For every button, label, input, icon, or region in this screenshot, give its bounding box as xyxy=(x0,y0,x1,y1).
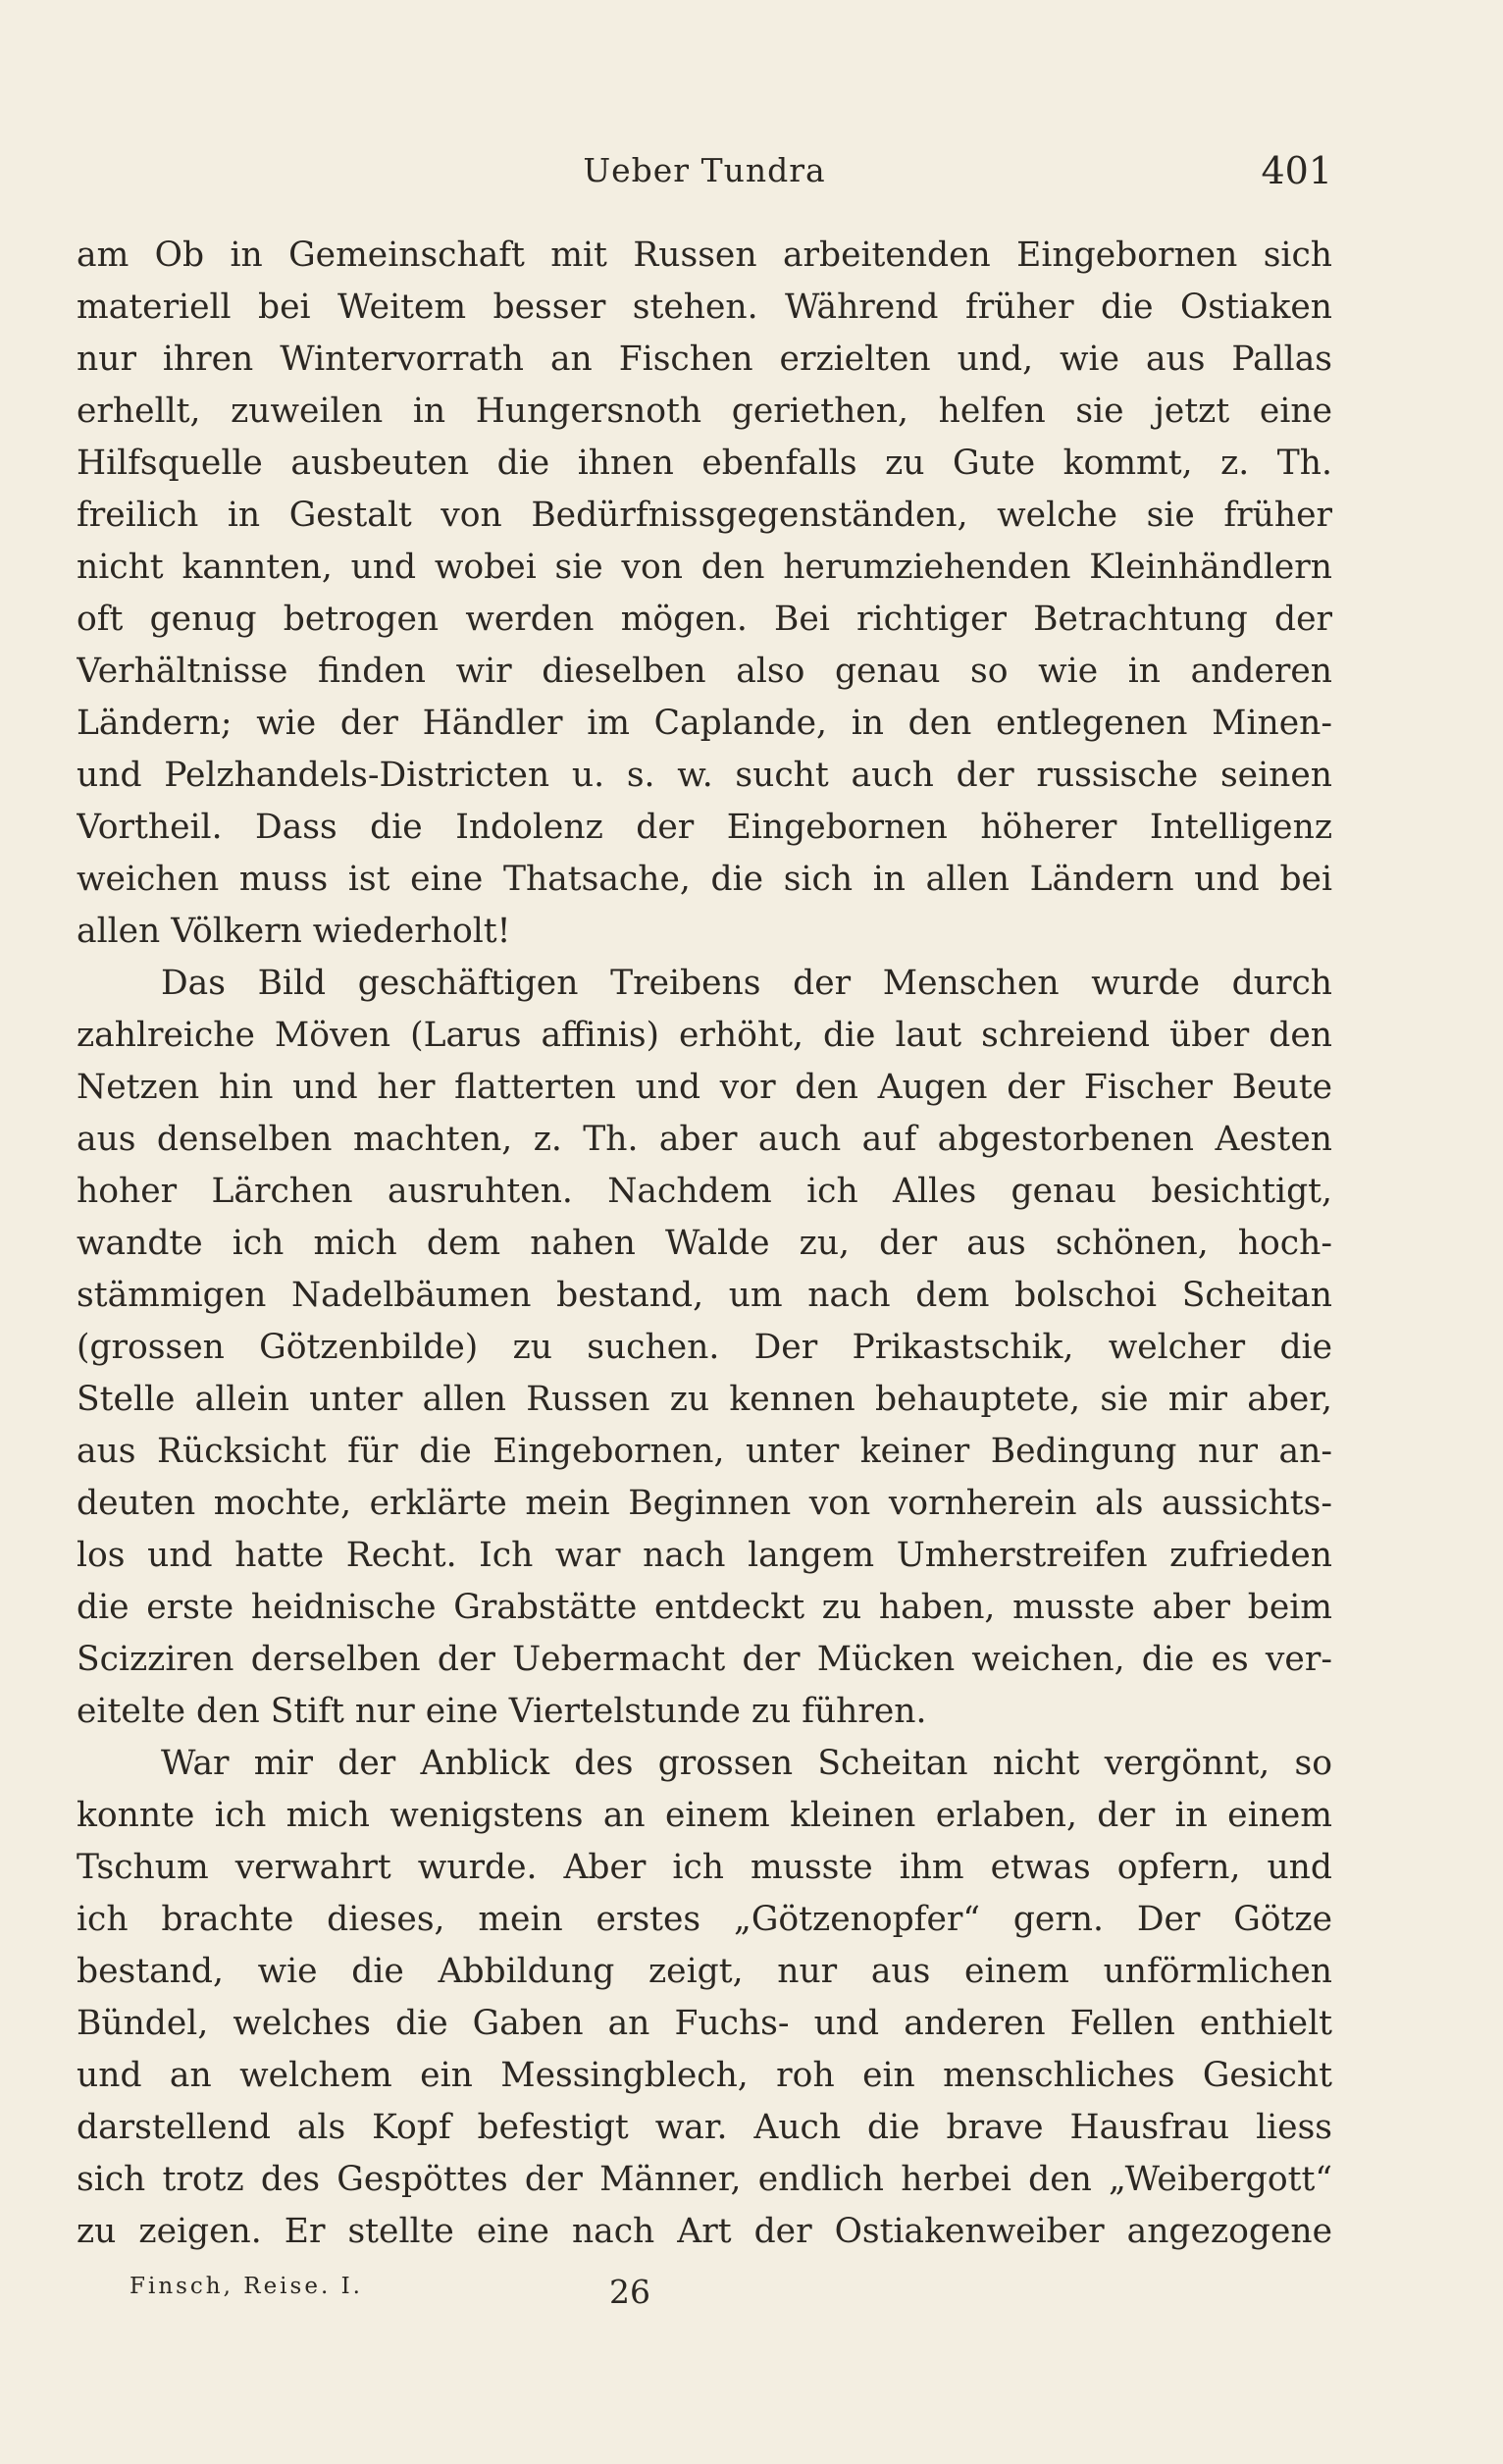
text-line: nur ihren Wintervorrath an Fischen erzielten und, wie aus Pallas xyxy=(77,340,1332,379)
text-line: erhellt, zuweilen in Hungersnoth geriethen, helfen sie jetzt eine xyxy=(77,392,1332,431)
running-title: Ueber Tundra xyxy=(583,151,826,189)
text-line: Hilfsquelle ausbeuten die ihnen ebenfalls zu Gute kommt, z. Th. xyxy=(77,444,1332,483)
footer-signature: Finsch, Reise. I. xyxy=(130,2274,363,2299)
text-line: und Pelzhandels-Districten u. s. w. sucht auch der russische seinen xyxy=(77,756,1332,795)
text-line: hoher Lärchen ausruhten. Nachdem ich Alles genau besichtigt, xyxy=(77,1172,1332,1211)
text-line: wandte ich mich dem nahen Walde zu, der aus schönen, hoch- xyxy=(77,1224,1332,1263)
text-line: aus denselben machten, z. Th. aber auch auf abgestorbenen Aesten xyxy=(77,1120,1332,1159)
text-line: und an welchem ein Messingblech, roh ein menschliches Gesicht xyxy=(77,2056,1332,2095)
running-head xyxy=(77,147,1332,194)
text-line: stämmigen Nadelbäumen bestand, um nach dem bolschoi Scheitan xyxy=(77,1276,1332,1315)
text-line: Verhältnisse finden wir dieselben also genau so wie in anderen xyxy=(77,652,1332,691)
text-line: allen Völkern wiederholt! xyxy=(77,912,511,951)
text-line: los und hatte Recht. Ich war nach langem Umherstreifen zufrieden xyxy=(77,1536,1332,1575)
text-line: deuten mochte, erklärte mein Beginnen von vornherein als aussichts- xyxy=(77,1484,1332,1523)
page-footer xyxy=(130,2267,1130,2316)
text-line: Ländern; wie der Händler im Caplande, in den entlegenen Minen- xyxy=(77,704,1332,743)
text-line: sich trotz des Gespöttes der Männer, endlich herbei den „Weibergott“ xyxy=(77,2160,1332,2199)
text-line: Vortheil. Dass die Indolenz der Eingebornen höherer Intelligenz xyxy=(77,808,1332,847)
text-line: am Ob in Gemeinschaft mit Russen arbeitenden Eingebornen sich xyxy=(77,236,1332,275)
text-line: die erste heidnische Grabstätte entdeckt zu haben, musste aber beim xyxy=(77,1588,1332,1627)
text-line: Scizziren derselben der Uebermacht der Mücken weichen, die es ver- xyxy=(77,1640,1332,1679)
text-line: nicht kannten, und wobei sie von den herumziehenden Kleinhändlern xyxy=(77,548,1332,587)
text-line: freilich in Gestalt von Bedürfnissgegenständen, welche sie früher xyxy=(77,496,1332,535)
text-line: zu zeigen. Er stellte eine nach Art der Ostiakenweiber angezogene xyxy=(77,2212,1332,2251)
text-line: Bündel, welches die Gaben an Fuchs- und anderen Fellen enthielt xyxy=(77,2004,1332,2043)
text-line: materiell bei Weitem besser stehen. Während früher die Ostiaken xyxy=(77,288,1332,327)
text-line: (grossen Götzenbilde) zu suchen. Der Prikastschik, welcher die xyxy=(77,1328,1332,1367)
text-line: weichen muss ist eine Thatsache, die sich in allen Ländern und bei xyxy=(77,860,1332,899)
text-line: konnte ich mich wenigstens an einem kleinen erlaben, der in einem xyxy=(77,1796,1332,1835)
text-line: Netzen hin und her flatterten und vor den Augen der Fischer Beute xyxy=(77,1068,1332,1107)
text-line: bestand, wie die Abbildung zeigt, nur aus einem unförmlichen xyxy=(77,1952,1332,1991)
body-text xyxy=(77,230,1332,2258)
text-line: Das Bild geschäftigen Treibens der Menschen wurde durch xyxy=(161,964,1332,1003)
text-line: eitelte den Stift nur eine Viertelstunde zu führen. xyxy=(77,1692,927,1731)
text-line: aus Rücksicht für die Eingebornen, unter keiner Bedingung nur an- xyxy=(77,1432,1332,1471)
text-line: Tschum verwahrt wurde. Aber ich musste ihm etwas opfern, und xyxy=(77,1848,1332,1887)
text-line: darstellend als Kopf befestigt war. Auch die brave Hausfrau liess xyxy=(77,2108,1332,2147)
text-line: War mir der Anblick des grossen Scheitan nicht vergönnt, so xyxy=(161,1744,1332,1783)
text-line: Stelle allein unter allen Russen zu kennen behauptete, sie mir aber, xyxy=(77,1380,1332,1419)
signature-mark: 26 xyxy=(609,2273,650,2311)
page-number: 401 xyxy=(1261,149,1332,192)
text-line: ich brachte dieses, mein erstes „Götzenopfer“ gern. Der Götze xyxy=(77,1900,1332,1939)
text-line: oft genug betrogen werden mögen. Bei richtiger Betrachtung der xyxy=(77,600,1332,639)
text-line: zahlreiche Möven (Larus affinis) erhöht, die laut schreiend über den xyxy=(77,1016,1332,1055)
